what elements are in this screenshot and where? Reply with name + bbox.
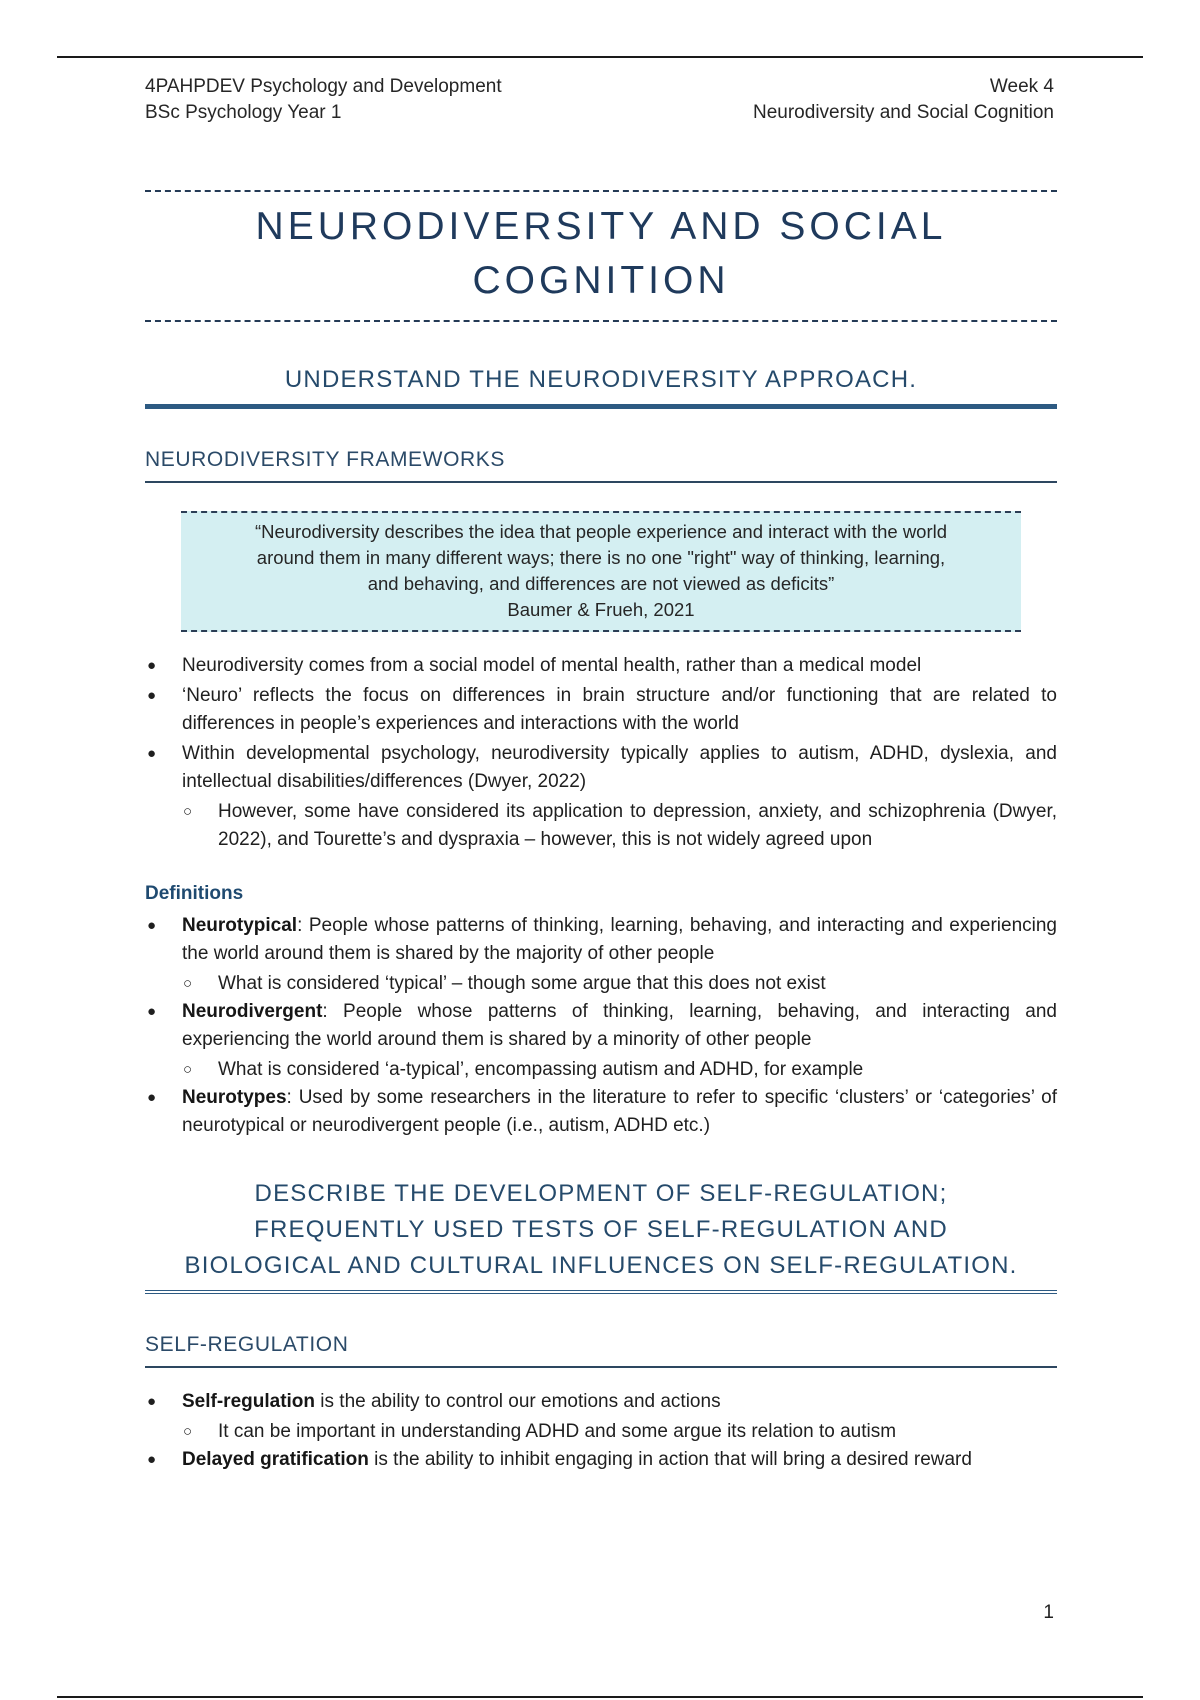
frameworks-sublist: [145, 798, 1057, 854]
course-code: 4PAHPDEV Psychology and Development: [145, 76, 502, 97]
definitions-heading: Definitions: [145, 883, 244, 904]
definitions-sublist: [145, 970, 1057, 998]
header-left: [145, 74, 502, 126]
quote-citation: Baumer & Frueh, 2021: [507, 599, 695, 620]
definition-item: ● Neurotypes: Used by some researchers in the literature to refer to specific ‘clusters’ or ‘categories’ of neurotypical or neurodivergent people (i.e., autism, ADHD etc.): [145, 1084, 1057, 1140]
subheading-self-regulation: SELF-REGULATION: [145, 1330, 1057, 1368]
hollow-bullet-icon: ○: [183, 803, 193, 820]
list-item: ● Within developmental psychology, neurodiversity typically applies to autism, ADHD, dyslexia, and intellectual disabilities/differences (Dwyer, 2022): [145, 740, 1057, 796]
bullet-icon: ●: [147, 1451, 157, 1468]
sub-list-item: ○ It can be important in understanding ADHD and some argue its relation to autism: [145, 1418, 1057, 1446]
definition-term: Neurodivergent: [182, 1001, 323, 1022]
definition-item: ● Neurotypical: People whose patterns of thinking, learning, behaving, and interacting and experiencing the world around them is shared by the majority of other people: [145, 912, 1057, 968]
quote-line-3: and behaving, and differences are not viewed as deficits”: [367, 573, 835, 594]
quote-line-1: “Neurodiversity describes the idea that people experience and interact with the world: [254, 521, 948, 542]
key-term: Self-regulation: [182, 1391, 316, 1412]
bullet-icon: ●: [147, 1393, 157, 1410]
bullet-icon: ●: [147, 1003, 157, 1020]
document-title: [145, 190, 1057, 322]
bottom-rule: [57, 1696, 1143, 1698]
sub-list-item: ○ However, some have considered its application to depression, anxiety, and schizophrenia (Dwyer, 2022), and Tourette’s and dyspraxia – however, this is not widely agreed upon: [145, 798, 1057, 854]
definitions-list: [145, 1084, 1057, 1140]
list-item: ● ‘Neuro’ reflects the focus on differences in brain structure and/or functioning that are related to differences in people’s experiences and interactions with the world: [145, 682, 1057, 738]
bullet-icon: ●: [147, 657, 157, 674]
hollow-bullet-icon: ○: [183, 1423, 193, 1440]
definition-term: Neurotypes: [182, 1087, 287, 1108]
week-label: Week 4: [989, 76, 1054, 97]
frameworks-list: [145, 652, 1057, 796]
definition-item: ● Neurodivergent: People whose patterns of thinking, learning, behaving, and interacting and experiencing the world around them is shared by a minority of other people: [145, 998, 1057, 1054]
list-item: ● Self-regulation is the ability to control our emotions and actions: [145, 1388, 1057, 1416]
self-regulation-list: [145, 1446, 1057, 1474]
key-term: Delayed gratification: [182, 1449, 369, 1470]
sub-list-item: ○ What is considered ‘a-typical’, encompassing autism and ADHD, for example: [145, 1056, 1057, 1084]
top-rule: [57, 56, 1143, 58]
section-heading-neurodiversity: UNDERSTAND THE NEURODIVERSITY APPROACH.: [145, 362, 1057, 409]
topic-label: Neurodiversity and Social Cognition: [753, 102, 1054, 123]
subheading-frameworks: NEURODIVERSITY FRAMEWORKS: [145, 445, 1057, 483]
page-content: [145, 190, 1057, 1476]
title-line-1: NEURODIVERSITY AND SOCIAL: [255, 205, 947, 248]
bullet-icon: ●: [147, 745, 157, 762]
section-heading-self-regulation: DESCRIBE THE DEVELOPMENT OF SELF-REGULATION; FREQUENTLY USED TESTS OF SELF-REGULATION AND BIOLOGICAL AND CULTURAL INFLUENCES ON SELF-REGULATION.: [145, 1176, 1057, 1294]
definitions-sublist: [145, 1056, 1057, 1084]
bullet-icon: ●: [147, 1089, 157, 1106]
quote-box: [181, 511, 1021, 632]
self-regulation-list: [145, 1388, 1057, 1416]
sub-list-item: ○ What is considered ‘typical’ – though some argue that this does not exist: [145, 970, 1057, 998]
definitions-list: [145, 912, 1057, 968]
header-right: [753, 74, 1054, 126]
self-regulation-sublist: [145, 1418, 1057, 1446]
bullet-icon: ●: [147, 687, 157, 704]
definitions-list: [145, 998, 1057, 1054]
hollow-bullet-icon: ○: [183, 975, 193, 992]
page-number: 1: [1043, 1602, 1054, 1623]
definition-term: Neurotypical: [182, 915, 298, 936]
hollow-bullet-icon: ○: [183, 1061, 193, 1078]
programme: BSc Psychology Year 1: [145, 102, 342, 123]
list-item: ● Neurodiversity comes from a social model of mental health, rather than a medical model: [145, 652, 1057, 680]
quote-line-2: around them in many different ways; there is no one "right" way of thinking, learning,: [256, 547, 946, 568]
list-item: ● Delayed gratification is the ability to inhibit engaging in action that will bring a desired reward: [145, 1446, 1057, 1474]
title-line-2: COGNITION: [472, 259, 730, 302]
bullet-icon: ●: [147, 917, 157, 934]
